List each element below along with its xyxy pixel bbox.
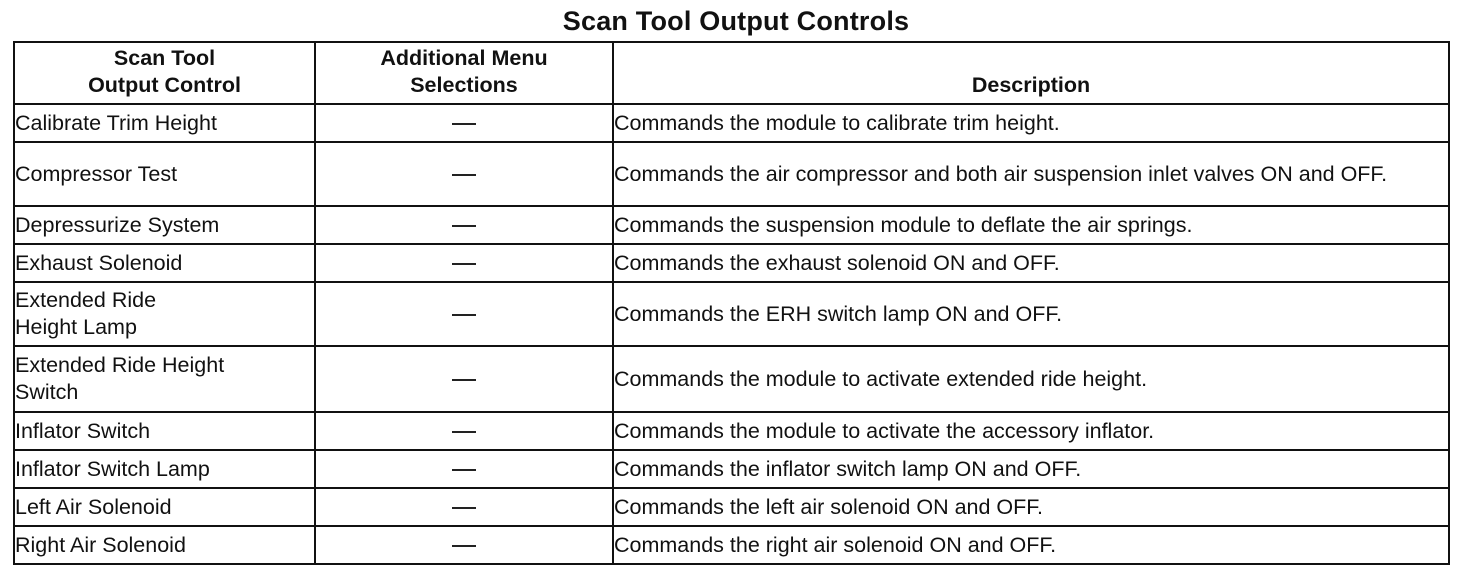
dash-mark xyxy=(452,123,476,125)
menu-selection-cell xyxy=(315,104,613,142)
output-control-cell: Exhaust Solenoid xyxy=(14,244,315,282)
output-control-cell: Extended Ride Height Switch xyxy=(14,346,315,412)
description-cell: Commands the suspension module to deflate the air springs. xyxy=(613,206,1449,244)
output-control-cell: Extended Ride Height Lamp xyxy=(14,282,315,346)
table-header-row xyxy=(14,42,1449,104)
description-cell: Commands the inflator switch lamp ON and OFF. xyxy=(613,450,1449,488)
menu-selection-cell xyxy=(315,488,613,526)
header-description: Description xyxy=(613,42,1449,104)
menu-selection-cell xyxy=(315,412,613,450)
header-additional-menu: Additional Menu Selections xyxy=(315,42,613,104)
menu-selection-cell xyxy=(315,526,613,564)
dash-mark xyxy=(452,507,476,509)
menu-selection-cell xyxy=(315,244,613,282)
output-control-cell: Left Air Solenoid xyxy=(14,488,315,526)
description-cell: Commands the air compressor and both air suspension inlet valves ON and OFF. xyxy=(613,142,1449,206)
header-output-control: Scan Tool Output Control xyxy=(14,42,315,104)
dash-mark xyxy=(452,263,476,265)
dash-mark xyxy=(452,469,476,471)
description-cell: Commands the module to activate the accessory inflator. xyxy=(613,412,1449,450)
output-control-cell: Inflator Switch Lamp xyxy=(14,450,315,488)
description-cell: Commands the module to calibrate trim height. xyxy=(613,104,1449,142)
dash-mark xyxy=(452,225,476,227)
menu-selection-cell xyxy=(315,282,613,346)
table-row xyxy=(14,104,1449,142)
page-title: Scan Tool Output Controls xyxy=(562,6,910,36)
dash-mark xyxy=(452,379,476,381)
output-control-cell: Inflator Switch xyxy=(14,412,315,450)
output-controls-table xyxy=(13,41,1450,565)
description-cell: Commands the right air solenoid ON and OFF. xyxy=(613,526,1449,564)
dash-mark xyxy=(452,431,476,433)
table-row xyxy=(14,488,1449,526)
table-row xyxy=(14,142,1449,206)
table-row xyxy=(14,282,1449,346)
menu-selection-cell xyxy=(315,346,613,412)
description-cell: Commands the ERH switch lamp ON and OFF. xyxy=(613,282,1449,346)
table-row xyxy=(14,450,1449,488)
table-row xyxy=(14,244,1449,282)
output-control-cell: Calibrate Trim Height xyxy=(14,104,315,142)
menu-selection-cell xyxy=(315,450,613,488)
output-control-cell: Right Air Solenoid xyxy=(14,526,315,564)
description-cell: Commands the exhaust solenoid ON and OFF. xyxy=(613,244,1449,282)
table-row xyxy=(14,412,1449,450)
table-row xyxy=(14,526,1449,564)
description-cell: Commands the module to activate extended ride height. xyxy=(613,346,1449,412)
output-control-cell: Compressor Test xyxy=(14,142,315,206)
menu-selection-cell xyxy=(315,206,613,244)
output-control-cell: Depressurize System xyxy=(14,206,315,244)
table-row xyxy=(14,206,1449,244)
table-row xyxy=(14,346,1449,412)
menu-selection-cell xyxy=(315,142,613,206)
description-cell: Commands the left air solenoid ON and OFF. xyxy=(613,488,1449,526)
dash-mark xyxy=(452,174,476,176)
dash-mark xyxy=(452,314,476,316)
dash-mark xyxy=(452,545,476,547)
